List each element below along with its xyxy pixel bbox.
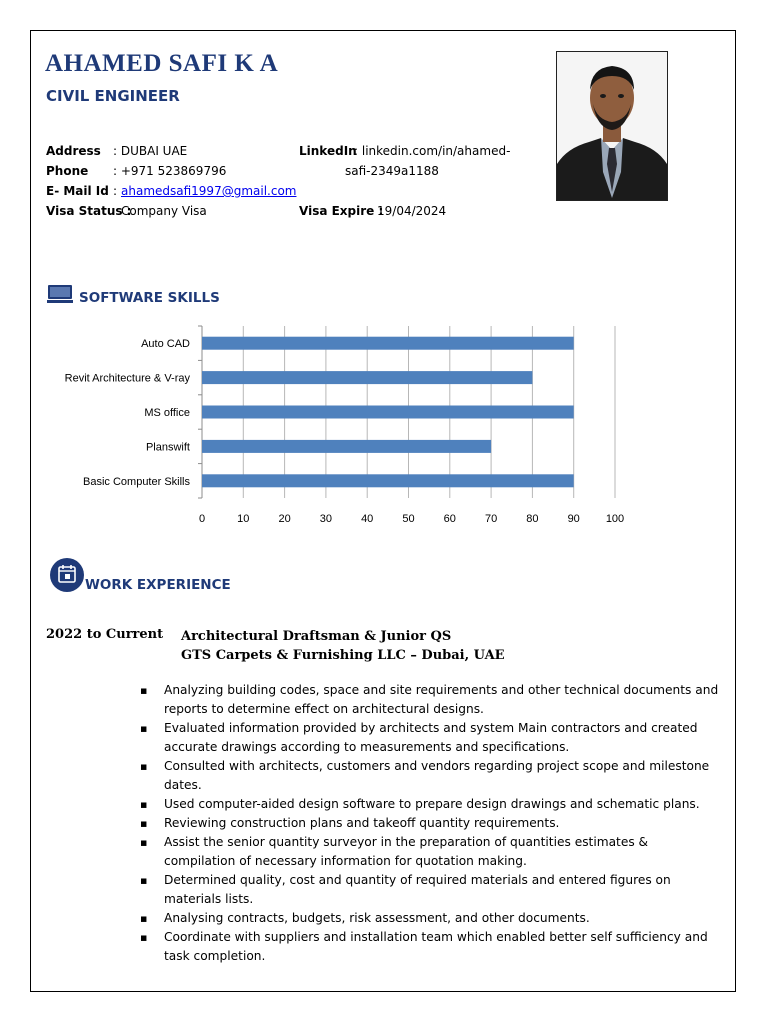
visa-expire-value: 19/04/2024 [377,204,447,218]
category-label: Planswift [145,441,190,454]
category-label: Auto CAD [141,338,190,351]
job-heading [181,627,505,665]
visa-expire-label: Visa Expire : [299,204,384,218]
category-label: Revit Architecture & V-ray [64,372,190,385]
visa-status-label: Visa Status : [46,204,132,218]
duty-item: ▪ Used computer-aided design software to prepare design drawings and schematic plans. [140,795,720,814]
duty-item: ▪ Analysing contracts, budgets, risk assessment, and other documents. [140,909,720,928]
phone-label: Phone [46,164,89,178]
monitor-icon [47,284,73,304]
x-tick-label: 20 [278,513,291,525]
x-tick-label: 60 [443,513,456,525]
duty-item: ▪ Reviewing construction plans and takeoff quantity requirements. [140,814,720,833]
category-label: Basic Computer Skills [83,475,190,488]
linkedin-value-line2[interactable]: safi-2349a1188 [345,164,439,178]
address-value: : DUBAI UAE [113,144,188,158]
work-experience-heading: WORK EXPERIENCE [85,577,231,593]
portrait-illustration [557,52,667,200]
visa-status-value: Company Visa [121,204,207,218]
phone-value: : +971 523869796 [113,164,227,178]
x-tick-label: 70 [484,513,498,525]
job-title: CIVIL ENGINEER [46,87,180,105]
email-separator: : [113,184,118,198]
duty-item: ▪ Assist the senior quantity surveyor in the preparation of quantities estimates & compilation of necessary information for quotation making. [140,833,720,871]
x-tick-label: 30 [319,513,333,525]
x-tick-label: 50 [402,513,415,525]
x-tick-label: 100 [605,513,625,525]
x-tick-label: 90 [567,513,580,525]
job-period: 2022 to Current [46,627,164,642]
duty-item: ▪ Analyzing building codes, space and site requirements and other technical documents and reports to determine effect on architectural designs. [140,681,720,719]
duty-item: ▪ Evaluated information provided by architects and system Main contractors and created accurate drawings according to measurements and specifications. [140,719,720,757]
address-label: Address [46,144,101,158]
category-label: MS office [144,407,190,419]
email-label: E- Mail Id [46,184,109,198]
profile-photo [556,51,668,201]
job-company: GTS Carpets & Furnishing LLC – Dubai, UAE [181,648,505,663]
software-skills-heading: SOFTWARE SKILLS [79,290,220,306]
duty-item: ▪ Coordinate with suppliers and installation team which enabled better self sufficiency and task completion. [140,928,720,966]
candidate-name: AHAMED SAFI K A [45,50,279,77]
email-link[interactable]: ahamedsafi1997@gmail.com [121,184,297,198]
duty-item: ▪ Consulted with architects, customers and vendors regarding project scope and milestone dates. [140,757,720,795]
duty-item: ▪ Determined quality, cost and quantity of required materials and entered figures on materials lists. [140,871,720,909]
job-duties-list [140,681,720,966]
x-tick-label: 80 [526,513,539,525]
linkedin-value-line1[interactable]: : linkedin.com/in/ahamed- [354,144,511,158]
calendar-icon [49,557,85,593]
x-tick-label: 0 [198,513,206,525]
linkedin-label: LinkedIn [299,144,357,158]
job-role: Architectural Draftsman & Junior QS [181,629,452,644]
x-tick-label: 10 [237,513,250,525]
x-tick-label: 40 [361,513,374,525]
